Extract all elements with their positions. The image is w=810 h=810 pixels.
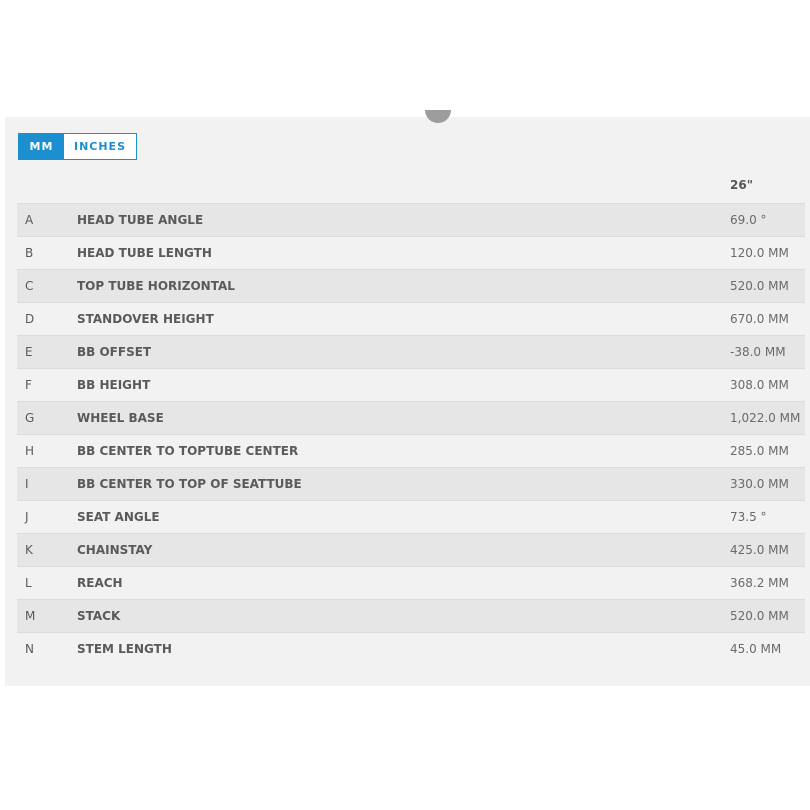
table-row	[17, 500, 805, 533]
row-label: BB HEIGHT	[77, 378, 151, 392]
row-value: -38.0 MM	[730, 345, 786, 359]
unit-toggle	[18, 133, 137, 160]
row-letter: C	[25, 279, 34, 293]
row-value: 285.0 MM	[730, 444, 789, 458]
table-row	[17, 269, 805, 302]
unit-mm-button[interactable]: MM	[19, 134, 64, 159]
row-value: 425.0 MM	[730, 543, 789, 557]
row-label: STEM LENGTH	[77, 642, 172, 656]
row-value: 520.0 MM	[730, 609, 789, 623]
row-label: BB OFFSET	[77, 345, 152, 359]
row-label: STANDOVER HEIGHT	[77, 312, 214, 326]
row-value: 120.0 MM	[730, 246, 789, 260]
row-letter: F	[25, 378, 32, 392]
table-row	[17, 533, 805, 566]
row-value: 45.0 MM	[730, 642, 782, 656]
table-row	[17, 632, 805, 665]
row-value: 73.5 °	[730, 510, 767, 524]
row-value: 368.2 MM	[730, 576, 789, 590]
row-value: 670.0 MM	[730, 312, 789, 326]
row-letter: E	[25, 345, 33, 359]
row-letter: J	[25, 510, 29, 524]
row-value: 520.0 MM	[730, 279, 789, 293]
row-label: HEAD TUBE LENGTH	[77, 246, 212, 260]
table-row	[17, 599, 805, 632]
row-label: HEAD TUBE ANGLE	[77, 213, 204, 227]
row-label: BB CENTER TO TOP OF SEATTUBE	[77, 477, 302, 491]
row-label: SEAT ANGLE	[77, 510, 160, 524]
row-letter: I	[25, 477, 29, 491]
geometry-table	[17, 203, 805, 665]
row-label: TOP TUBE HORIZONTAL	[77, 279, 235, 293]
row-letter: M	[25, 609, 36, 623]
row-letter: H	[25, 444, 35, 458]
row-letter: L	[25, 576, 32, 590]
table-row	[17, 401, 805, 434]
row-value: 1,022.0 MM	[730, 411, 801, 425]
row-label: WHEEL BASE	[77, 411, 164, 425]
table-row	[17, 467, 805, 500]
row-letter: A	[25, 213, 34, 227]
table-row	[17, 335, 805, 368]
row-letter: B	[25, 246, 34, 260]
row-value: 308.0 MM	[730, 378, 789, 392]
row-value: 330.0 MM	[730, 477, 789, 491]
row-letter: D	[25, 312, 35, 326]
row-letter: K	[25, 543, 33, 557]
table-row	[17, 203, 805, 236]
table-row	[17, 236, 805, 269]
row-label: BB CENTER TO TOPTUBE CENTER	[77, 444, 299, 458]
table-row	[17, 368, 805, 401]
size-column-header: 26"	[730, 178, 753, 192]
row-value: 69.0 °	[730, 213, 767, 227]
row-letter: G	[25, 411, 35, 425]
row-label: CHAINSTAY	[77, 543, 153, 557]
table-row	[17, 566, 805, 599]
row-label: STACK	[77, 609, 121, 623]
table-row	[17, 434, 805, 467]
table-row	[17, 302, 805, 335]
unit-inches-button[interactable]: INCHES	[64, 134, 136, 159]
row-letter: N	[25, 642, 34, 656]
row-label: REACH	[77, 576, 123, 590]
